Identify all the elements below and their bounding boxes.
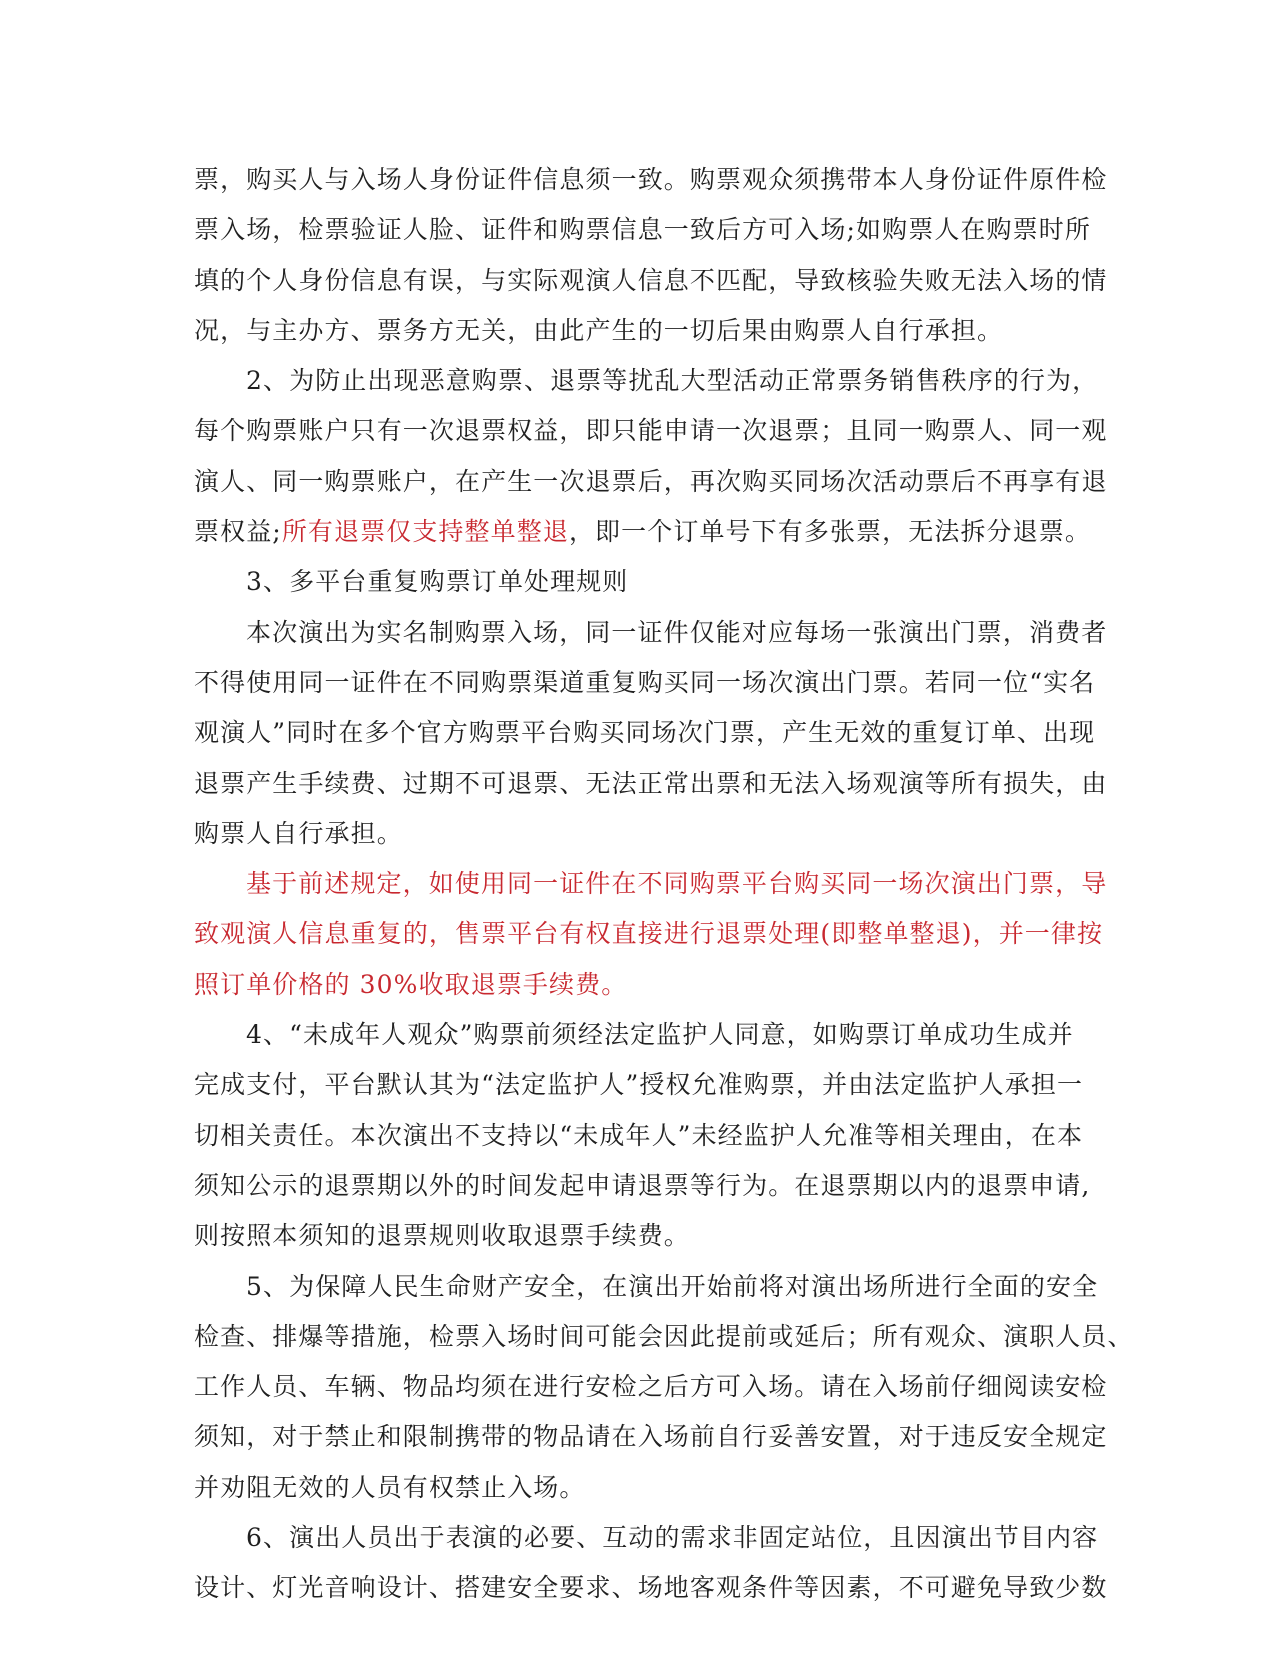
text-segment: 5、为保障人民生命财产安全，在演出开始前将对演出场所进行全面的安全: [246, 1271, 1099, 1301]
text-segment: 退票产生手续费、过期不可退票、无法正常出票和无法入场观演等所有损失，由: [194, 768, 1108, 798]
text-line: [194, 1060, 1094, 1110]
text-line: [194, 457, 1108, 507]
text-line: [194, 960, 1094, 1010]
text-line: [194, 608, 1108, 658]
text-line: [194, 859, 1108, 909]
highlighted-text: 基于前述规定，如使用同一证件在不同购票平台购买同一场次演出门票，导: [246, 869, 1108, 899]
text-line: [194, 155, 1108, 205]
text-line: [194, 1312, 1134, 1362]
text-segment: 4、“未成年人观众”购票前须经法定监护人同意，如购票订单成功生成并: [246, 1020, 1074, 1050]
text-line: [194, 1262, 1099, 1312]
text-line: [194, 1161, 1094, 1211]
text-segment: 检查、排爆等措施，检票入场时间可能会因此提前或延后；所有观众、演职人员、: [194, 1321, 1134, 1351]
highlighted-text: 所有退票仅支持整单整退: [281, 517, 569, 547]
text-line: [194, 658, 1094, 708]
text-segment: 购票人自行承担。: [194, 818, 403, 848]
text-segment: 票，购买人与入场人身份证件信息须一致。购票观众须携带本人身份证件原件检: [194, 165, 1108, 194]
text-segment: 则按照本须知的退票规则收取退票手续费。: [194, 1221, 690, 1251]
highlighted-text: 照订单价格的 30%收取退票手续费。: [194, 969, 628, 999]
text-segment: 切相关责任。本次演出不支持以“未成年人”未经监护人允准等相关理由，在本: [194, 1120, 1084, 1150]
text-line: [194, 1563, 1108, 1613]
text-segment: 况，与主办方、票务方无关，由此产生的一切后果由购票人自行承担。: [194, 315, 1004, 345]
text-segment: ，即一个订单号下有多张票，无法拆分退票。: [568, 517, 1091, 547]
text-line: [194, 356, 1099, 406]
text-segment: 工作人员、车辆、物品均须在进行安检之后方可入场。请在入场前仔细阅读安检: [194, 1372, 1108, 1402]
text-segment: 本次演出为实名制购票入场，同一证件仅能对应每场一张演出门票，消费者: [246, 617, 1108, 647]
text-line: [194, 1211, 1094, 1261]
text-line: [194, 1111, 1094, 1161]
text-line: [194, 557, 1094, 607]
text-line: [194, 306, 1094, 356]
document-body: [194, 155, 1134, 1614]
text-line: [194, 205, 1094, 255]
text-segment: 并劝阻无效的人员有权禁止入场。: [194, 1472, 586, 1502]
text-line: [194, 406, 1108, 456]
text-segment: 观演人”同时在多个官方购票平台购买同场次门票，产生无效的重复订单、出现: [194, 718, 1096, 748]
text-line: [194, 1513, 1099, 1563]
text-line: [194, 1362, 1108, 1412]
text-line: [194, 1412, 1108, 1462]
text-segment: 完成支付，平台默认其为“法定监护人”授权允准购票，并由法定监护人承担一: [194, 1070, 1084, 1100]
text-segment: 须知，对于禁止和限制携带的物品请在入场前自行妥善安置，对于违反安全规定: [194, 1422, 1108, 1452]
text-line: [194, 708, 1094, 758]
text-segment: 3、多平台重复购票订单处理规则: [246, 567, 629, 597]
text-segment: 设计、灯光音响设计、搭建安全要求、场地客观条件等因素，不可避免导致少数: [194, 1573, 1108, 1603]
text-line: [194, 256, 1108, 306]
text-segment: 须知公示的退票期以外的时间发起申请退票等行为。在退票期以内的退票申请,: [194, 1170, 1091, 1200]
text-line: [194, 909, 1104, 959]
text-line: [194, 759, 1108, 809]
text-segment: 每个购票账户只有一次退票权益，即只能申请一次退票；且同一购票人、同一观: [194, 416, 1108, 446]
text-segment: 填的个人身份信息有误，与实际观演人信息不匹配，导致核验失败无法入场的情: [194, 265, 1108, 295]
text-segment: 2、为防止出现恶意购票、退票等扰乱大型活动正常票务销售秩序的行为，: [246, 366, 1099, 396]
text-segment: 6、演出人员出于表演的必要、互动的需求非固定站位，且因演出节目内容: [246, 1523, 1099, 1553]
text-line: [194, 1463, 1094, 1513]
text-segment: 票权益;: [194, 517, 282, 547]
text-segment: 演人、同一购票账户，在产生一次退票后，再次购买同场次活动票后不再享有退: [194, 466, 1108, 496]
text-segment: 不得使用同一证件在不同购票渠道重复购买同一场次演出门票。若同一位“实名: [194, 667, 1096, 697]
text-line: [194, 507, 1094, 557]
text-segment: 票入场，检票验证人脸、证件和购票信息一致后方可入场;如购票人在购票时所: [194, 215, 1091, 245]
text-line: [194, 809, 1094, 859]
text-line: [194, 1010, 1094, 1060]
highlighted-text: 致观演人信息重复的，售票平台有权直接进行退票处理(即整单整退)，并一律按: [194, 919, 1104, 949]
